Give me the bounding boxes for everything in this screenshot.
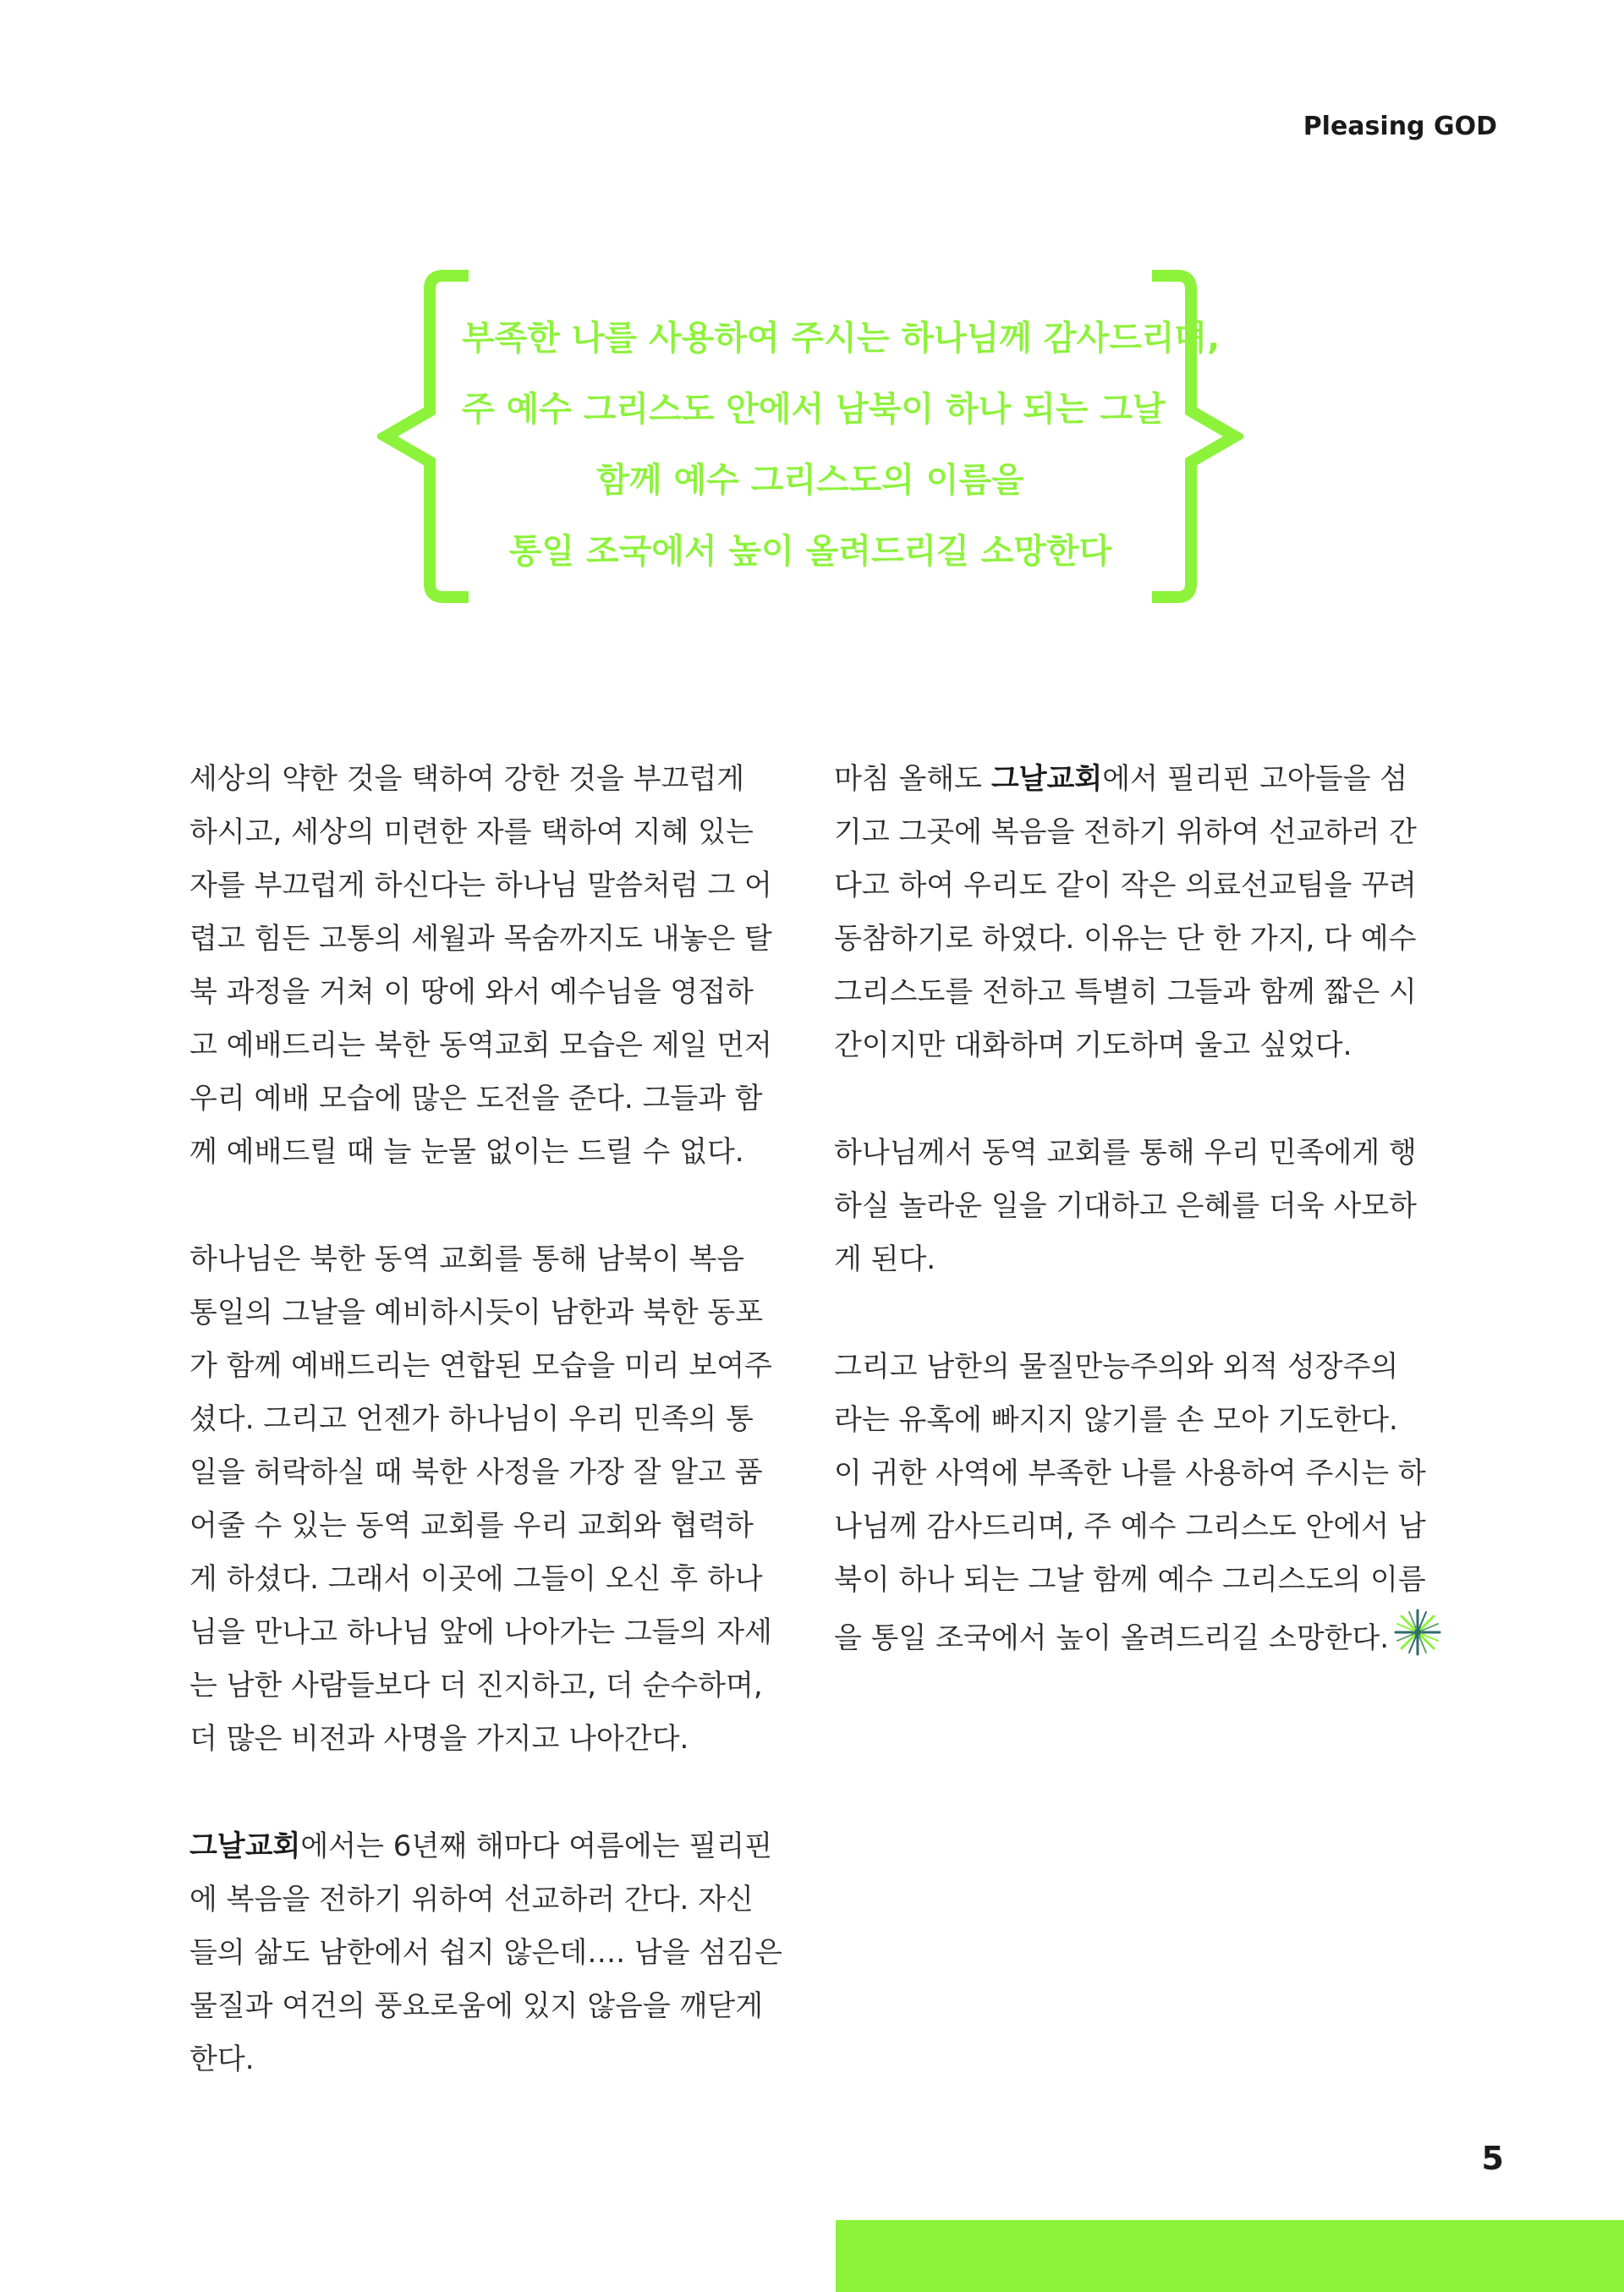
page-number: 5 xyxy=(1481,2140,1504,2177)
text-line: 게 된다. xyxy=(834,1242,936,1276)
text-line: 한다. xyxy=(189,2043,255,2076)
text-fragment: 마침 올해도 xyxy=(834,762,991,796)
pull-quote-line: 함께 예수 그리스도의 이름을 xyxy=(596,461,1024,500)
text-line: 게 하셨다. 그래서 이곳에 그들이 오신 후 하나 xyxy=(189,1562,763,1596)
text-line: 셨다. 그리고 언젠가 하나님이 우리 민족의 통 xyxy=(189,1402,754,1436)
text-line: 간이지만 대화하며 기도하며 울고 싶었다. xyxy=(834,1028,1352,1062)
text-line: 하시고, 세상의 미련한 자를 택하여 지혜 있는 xyxy=(189,815,754,849)
paragraph xyxy=(189,1233,790,1766)
paragraph xyxy=(189,753,790,1179)
pull-quote-line: 통일 조국에서 높이 올려드리길 소망한다 xyxy=(508,532,1112,571)
text-line: 렵고 힘든 고통의 세월과 목숨까지도 내놓은 탈 xyxy=(189,922,772,956)
pull-quote-line: 부족한 나를 사용하여 주시는 하나님께 감사드리며, xyxy=(462,319,1221,358)
paragraph xyxy=(834,1127,1435,1286)
text-line: 통일의 그날을 예비하시듯이 남한과 북한 동포 xyxy=(189,1296,764,1330)
text-fragment: 에서는 6년째 해마다 여름에는 필리핀 xyxy=(300,1829,772,1863)
text-line xyxy=(834,1607,1435,1665)
text-line: 이 귀한 사역에 부족한 나를 사용하여 주시는 하 xyxy=(834,1456,1426,1490)
page-header-label: Pleasing GOD xyxy=(1303,112,1497,141)
text-line: 고 예배드리는 북한 동역교회 모습은 제일 먼저 xyxy=(189,1028,772,1062)
text-line: 북이 하나 되는 그날 함께 예수 그리스도의 이름 xyxy=(834,1563,1426,1597)
text-line: 그리스도를 전하고 특별히 그들과 함께 짧은 시 xyxy=(834,975,1417,1009)
text-line: 께 예배드릴 때 늘 눈물 없이는 드릴 수 없다. xyxy=(189,1135,744,1169)
text-line: 하나님께서 동역 교회를 통해 우리 민족에게 행 xyxy=(834,1136,1417,1170)
church-name: 그날교회 xyxy=(990,762,1103,796)
text-line: 에 복음을 전하기 위하여 선교하러 간다. 자신 xyxy=(189,1883,754,1916)
text-fragment: 을 통일 조국에서 높이 올려드리길 소망한다. xyxy=(834,1621,1390,1655)
text-line xyxy=(834,753,1435,806)
text-line: 기고 그곳에 복음을 전하기 위하여 선교하러 간 xyxy=(834,815,1417,849)
text-line: 더 많은 비전과 사명을 가지고 나아간다. xyxy=(189,1722,689,1756)
text-line xyxy=(189,1820,790,1873)
text-line: 다고 하여 우리도 같이 작은 의료선교팀을 꾸려 xyxy=(834,869,1417,902)
accent-corner-bar xyxy=(836,2220,1624,2292)
church-name: 그날교회 xyxy=(189,1829,301,1863)
text-line: 나님께 감사드리며, 주 예수 그리스도 안에서 남 xyxy=(834,1510,1426,1544)
text-line: 세상의 약한 것을 택하여 강한 것을 부끄럽게 xyxy=(189,762,745,796)
right-column xyxy=(834,753,1435,1665)
text-line: 들의 삶도 남한에서 쉽지 않은데…. 남을 섬김은 xyxy=(189,1936,782,1970)
paragraph xyxy=(834,1341,1435,1665)
text-fragment: 에서 필리핀 고아들을 섬 xyxy=(1102,762,1408,796)
text-line: 자를 부끄럽게 하신다는 하나님 말씀처럼 그 어 xyxy=(189,869,772,902)
text-line: 그리고 남한의 물질만능주의와 외적 성장주의 xyxy=(834,1350,1399,1384)
paragraph xyxy=(834,753,1435,1072)
text-line: 는 남한 사람들보다 더 진지하고, 더 순수하며, xyxy=(189,1669,763,1703)
text-line: 어줄 수 있는 동역 교회를 우리 교회와 협력하 xyxy=(189,1509,754,1543)
pull-quote-line: 주 예수 그리스도 안에서 남북이 하나 되는 그날 xyxy=(462,390,1166,429)
text-line: 동참하기로 하였다. 이유는 단 한 가지, 다 예수 xyxy=(834,922,1417,956)
text-line: 하실 놀라운 일을 기대하고 은혜를 더욱 사모하 xyxy=(834,1189,1417,1223)
text-line: 북 과정을 거쳐 이 땅에 와서 예수님을 영접하 xyxy=(189,975,754,1009)
text-line: 물질과 여건의 풍요로움에 있지 않음을 깨닫게 xyxy=(189,1989,764,2023)
text-line: 일을 허락하실 때 북한 사정을 가장 잘 알고 품 xyxy=(189,1456,763,1489)
text-line: 가 함께 예배드리는 연합된 모습을 미리 보여주 xyxy=(189,1349,772,1383)
text-line: 우리 예배 모습에 많은 도전을 준다. 그들과 함 xyxy=(189,1082,763,1116)
starburst-icon xyxy=(1392,1607,1443,1658)
text-line: 하나님은 북한 동역 교회를 통해 남북이 복음 xyxy=(189,1242,745,1276)
pull-quote-text xyxy=(462,303,1221,587)
paragraph xyxy=(189,1820,790,2086)
text-line: 님을 만나고 하나님 앞에 나아가는 그들의 자세 xyxy=(189,1615,772,1649)
text-line: 라는 유혹에 빠지지 않기를 손 모아 기도한다. xyxy=(834,1403,1398,1437)
left-column xyxy=(189,753,790,2086)
pull-quote xyxy=(377,269,1243,604)
